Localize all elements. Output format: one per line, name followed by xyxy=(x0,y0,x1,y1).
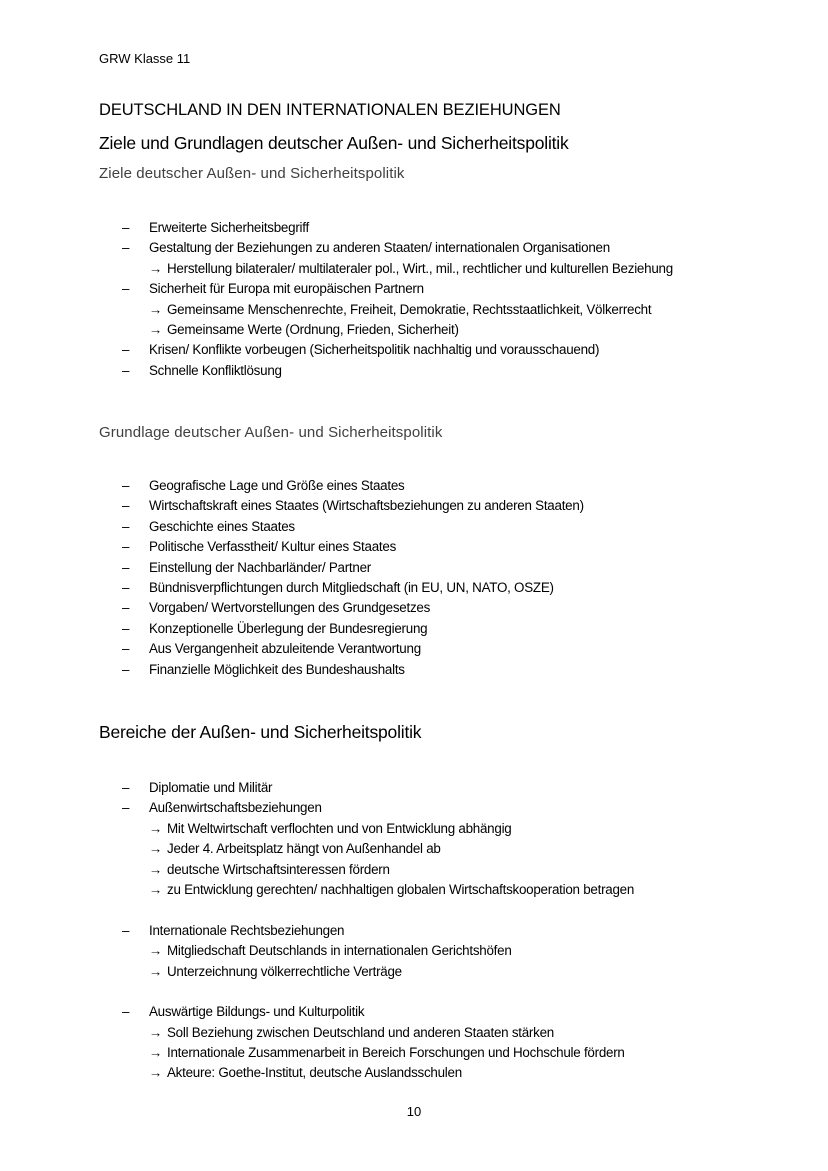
list-item-text: Geschichte eines Staates xyxy=(149,518,295,534)
sub-item-text: deutsche Wirtschaftsinteressen fördern xyxy=(167,861,390,877)
arrow-right-icon: → xyxy=(149,943,163,959)
grundlage-list xyxy=(0,476,828,680)
sub-item-text: Gemeinsame Werte (Ordnung, Frieden, Sicherheit) xyxy=(167,321,459,337)
list-item xyxy=(0,619,828,639)
sub-item xyxy=(0,259,828,279)
sub-item xyxy=(0,1023,828,1043)
dash-bullet: – xyxy=(122,620,130,636)
dash-bullet: – xyxy=(122,220,130,235)
arrow-right-icon: → xyxy=(149,820,163,836)
sub-item xyxy=(0,819,828,839)
sub-item xyxy=(0,320,828,340)
dash-bullet: – xyxy=(122,518,130,534)
list-item-text: Internationale Rechtsbeziehungen xyxy=(149,922,345,938)
list-item-text: Finanzielle Möglichkeit des Bundeshaushalts xyxy=(149,661,405,677)
section2-title: Bereiche der Außen- und Sicherheitspolitik xyxy=(99,722,422,742)
sub-item-text: Akteure: Goethe-Institut, deutsche Auslandsschulen xyxy=(167,1065,462,1081)
sub-item-text: Mitgliedschaft Deutschlands in internationalen Gerichtshöfen xyxy=(167,943,512,959)
sub-item-text: Internationale Zusammenarbeit in Bereich Forschungen und Hochschule fördern xyxy=(167,1045,625,1061)
arrow-right-icon: → xyxy=(149,260,163,276)
arrow-right-icon: → xyxy=(149,321,163,337)
list-item-text: Erweiterte Sicherheitsbegriff xyxy=(149,220,309,235)
list-item xyxy=(0,1002,828,1084)
list-item xyxy=(0,361,828,381)
list-item xyxy=(0,778,828,798)
dash-bullet: – xyxy=(122,800,130,816)
list-item xyxy=(0,537,828,557)
sub-item-text: Herstellung bilateraler/ multilateraler pol., Wirt., mil., rechtlicher und kulturellen Beziehung xyxy=(167,260,673,276)
sub-item xyxy=(0,941,828,961)
list-item-text: Schnelle Konfliktlösung xyxy=(149,362,282,378)
dash-bullet: – xyxy=(122,342,130,358)
list-item-text: Aus Vergangenheit abzuleitende Verantwortung xyxy=(149,641,421,657)
list-item-text: Bündnisverpflichtungen durch Mitgliedschaft (in EU, UN, NATO, OSZE) xyxy=(149,579,554,595)
list-item-text: Vorgaben/ Wertvorstellungen des Grundgesetzes xyxy=(149,600,431,616)
dash-bullet: – xyxy=(122,600,130,616)
dash-bullet: – xyxy=(122,1004,130,1020)
list-item xyxy=(0,558,828,578)
list-item-text: Diplomatie und Militär xyxy=(149,780,273,795)
list-item-text: Geografische Lage und Größe eines Staates xyxy=(149,478,405,493)
list-item-text: Konzeptionelle Überlegung der Bundesregierung xyxy=(149,620,428,636)
dash-bullet: – xyxy=(122,539,130,555)
sub-item-text: Jeder 4. Arbeitsplatz hängt von Außenhandel ab xyxy=(167,841,441,857)
sub-item xyxy=(0,962,828,982)
sub-item-text: Soll Beziehung zwischen Deutschland und anderen Staaten stärken xyxy=(167,1024,554,1040)
arrow-right-icon: → xyxy=(149,963,163,979)
dash-bullet: – xyxy=(122,641,130,657)
group-spacer xyxy=(0,982,828,1002)
list-item-text: Außenwirtschaftsbeziehungen xyxy=(149,800,322,816)
sub-item xyxy=(0,880,828,900)
arrow-right-icon: → xyxy=(149,841,163,857)
list-item xyxy=(0,279,828,340)
list-item xyxy=(0,798,828,900)
list-item xyxy=(0,921,828,982)
group-spacer xyxy=(0,900,828,920)
arrow-right-icon: → xyxy=(149,1045,163,1061)
arrow-right-icon: → xyxy=(149,861,163,877)
arrow-right-icon: → xyxy=(149,1065,163,1081)
dash-bullet: – xyxy=(122,780,130,795)
ziele-subtitle: Ziele deutscher Außen- und Sicherheitspolitik xyxy=(99,165,405,182)
sub-item-text: Mit Weltwirtschaft verflochten und von Entwicklung abhängig xyxy=(167,820,512,836)
grundlage-subtitle: Grundlage deutscher Außen- und Sicherheitspolitik xyxy=(99,424,443,441)
list-item-text: Politische Verfasstheit/ Kultur eines Staates xyxy=(149,539,397,555)
list-item xyxy=(0,598,828,618)
dash-bullet: – xyxy=(122,478,130,493)
list-item xyxy=(0,496,828,516)
sub-item-text: Unterzeichnung völkerrechtliche Verträge xyxy=(167,963,402,979)
page-number: 10 xyxy=(406,1104,422,1119)
ziele-list xyxy=(0,218,828,381)
sub-item xyxy=(0,860,828,880)
dash-bullet: – xyxy=(122,362,130,378)
page-header: GRW Klasse 11 xyxy=(99,51,191,66)
dash-bullet: – xyxy=(122,922,130,938)
list-item xyxy=(0,340,828,360)
sub-item xyxy=(0,839,828,859)
section1-title: Ziele und Grundlagen deutscher Außen- und Sicherheitspolitik xyxy=(99,133,569,153)
list-item xyxy=(0,578,828,598)
sub-item xyxy=(0,1043,828,1063)
dash-bullet: – xyxy=(122,498,130,514)
arrow-right-icon: → xyxy=(149,881,163,897)
main-title: DEUTSCHLAND IN DEN INTERNATIONALEN BEZIEHUNGEN xyxy=(99,101,561,119)
dash-bullet: – xyxy=(122,579,130,595)
arrow-right-icon: → xyxy=(149,1024,163,1040)
sub-item xyxy=(0,300,828,320)
arrow-right-icon: → xyxy=(149,301,163,317)
list-item xyxy=(0,238,828,279)
list-item xyxy=(0,639,828,659)
list-item xyxy=(0,218,828,238)
list-item xyxy=(0,476,828,496)
dash-bullet: – xyxy=(122,240,130,256)
dash-bullet: – xyxy=(122,281,130,297)
list-item-text: Gestaltung der Beziehungen zu anderen Staaten/ internationalen Organisationen xyxy=(149,240,610,256)
list-item-text: Krisen/ Konflikte vorbeugen (Sicherheitspolitik nachhaltig und vorausschauend) xyxy=(149,342,600,358)
sub-item-text: zu Entwicklung gerechten/ nachhaltigen globalen Wirtschaftskooperation betragen xyxy=(167,881,635,897)
list-item-text: Einstellung der Nachbarländer/ Partner xyxy=(149,559,371,575)
list-item-text: Auswärtige Bildungs- und Kulturpolitik xyxy=(149,1004,365,1020)
bereiche-list xyxy=(0,778,828,1084)
sub-item-text: Gemeinsame Menschenrechte, Freiheit, Demokratie, Rechtsstaatlichkeit, Völkerrecht xyxy=(167,301,652,317)
dash-bullet: – xyxy=(122,661,130,677)
list-item-text: Sicherheit für Europa mit europäischen Partnern xyxy=(149,281,424,297)
list-item-text: Wirtschaftskraft eines Staates (Wirtschaftsbeziehungen zu anderen Staaten) xyxy=(149,498,584,514)
list-item xyxy=(0,517,828,537)
dash-bullet: – xyxy=(122,559,130,575)
list-item xyxy=(0,660,828,680)
sub-item xyxy=(0,1063,828,1083)
